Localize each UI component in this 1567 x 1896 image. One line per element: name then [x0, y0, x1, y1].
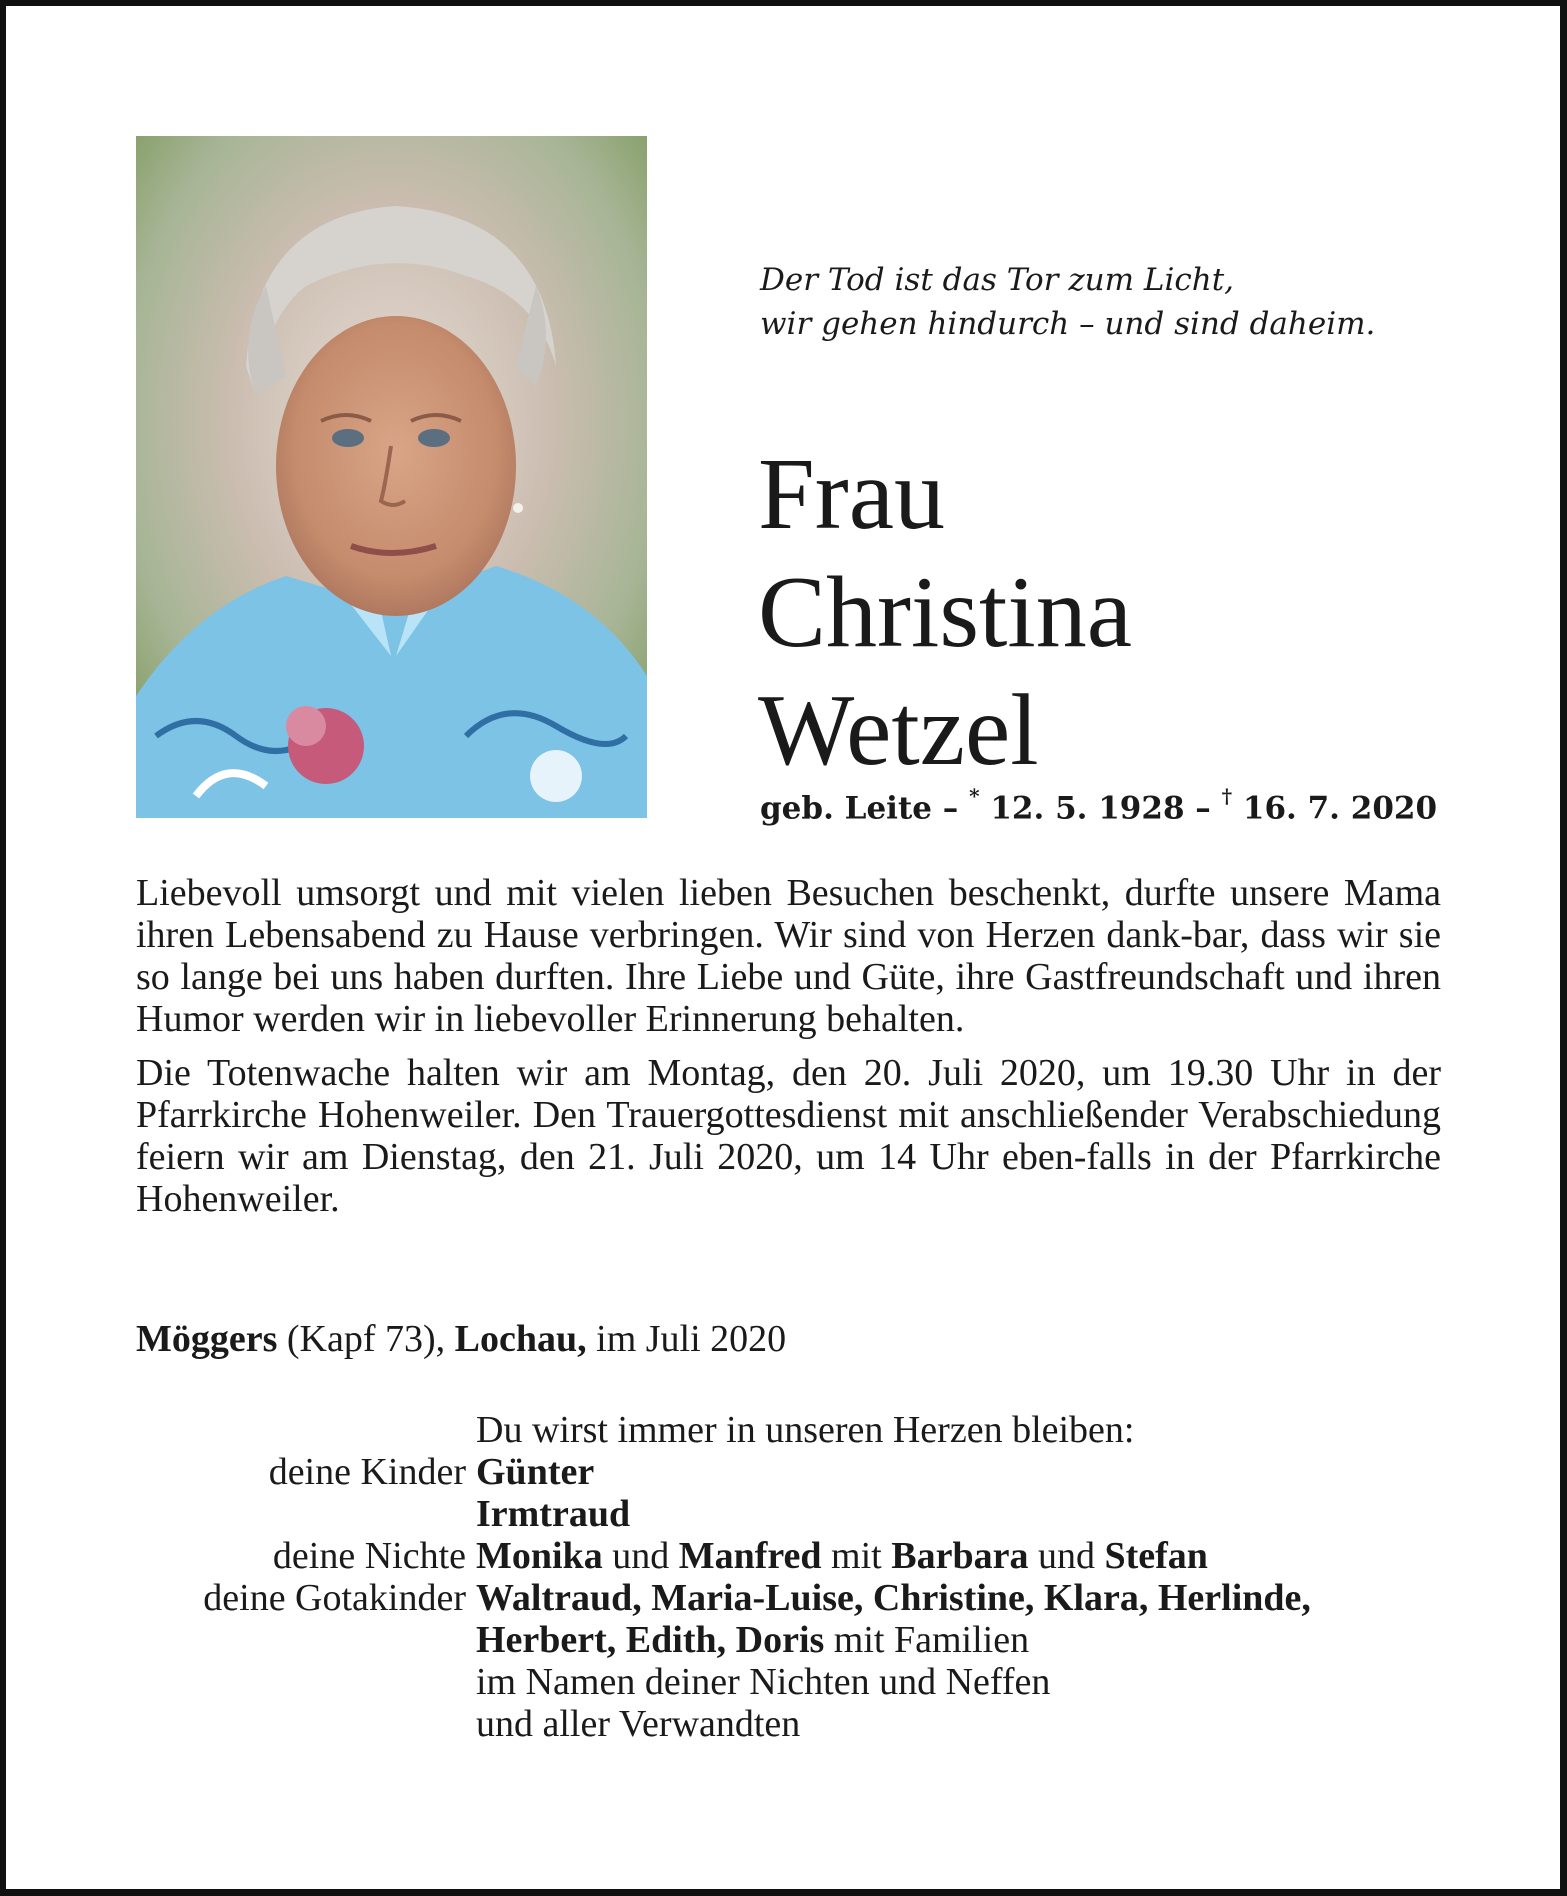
name-salutation: Frau [758, 438, 945, 551]
place-date: im Juli 2020 [586, 1318, 787, 1360]
portrait-photo [136, 136, 647, 818]
birth-date: 12. 5. 1928 [979, 790, 1185, 827]
mourners-row-gotakinder-2 [136, 1619, 1446, 1661]
label-gotakinder: deine Gotakinder [203, 1577, 466, 1619]
motto-line-1: Der Tod ist das Tor zum Licht, [760, 262, 1235, 298]
mourners-row-kinder [136, 1451, 1446, 1493]
mourners-row-gotakinder [136, 1577, 1446, 1619]
deceased-name [758, 436, 1458, 790]
mourners-closing-1: im Namen deiner Nichten und Neffen [476, 1661, 1051, 1703]
connector-text: mit [821, 1535, 892, 1577]
child-name: Irmtraud [476, 1493, 631, 1535]
gotakinder-names-1: Waltraud, Maria-Luise, Christine, Klara, Herlinde, [476, 1577, 1311, 1619]
label-nichte: deine Nichte [272, 1535, 466, 1577]
service-paragraph: Die Totenwache halten wir am Montag, den 20. Juli 2020, um 19.30 Uhr in der Pfarrkirche Hohenweiler. Den Trauergottesdienst mit anschließender Verabschiedung feiern wir am Dienstag, den 21. Juli 2020, um 14 Uhr eben-falls in der Pfarrkirche Hohenweiler. [136, 1052, 1441, 1220]
mourner-name: Herbert, Edith, Doris [476, 1619, 825, 1661]
obituary-text [136, 872, 1441, 1220]
place-town-2: Lochau, [454, 1318, 587, 1360]
date-separator: – [932, 790, 970, 827]
portrait-illustration [136, 136, 647, 818]
death-date: 16. 7. 2020 [1232, 790, 1438, 827]
birth-symbol: * [969, 784, 980, 808]
mourners-row-kinder-2 [136, 1493, 1446, 1535]
mourners-row-nichte [136, 1535, 1446, 1577]
place-town-1: Möggers [136, 1318, 278, 1360]
connector-text: und [1028, 1535, 1105, 1577]
tribute-paragraph: Liebevoll umsorgt und mit vielen lieben Besuchen beschenkt, durfte unsere Mama ihren Lebensabend zu Hause verbringen. Wir sind von Herzen dank-bar, dass wir sie so lange bei uns haben durften. Ihre Liebe und Güte, ihre Gastfreundschaft und ihren Humor werden wir in liebevoller Erinnerung behalten. [136, 872, 1441, 1040]
mourner-name: Manfred [678, 1535, 822, 1577]
gotakinder-names-2 [476, 1619, 1446, 1661]
death-symbol: † [1221, 784, 1233, 808]
label-kinder: deine Kinder [268, 1451, 466, 1493]
connector-text: mit Familien [824, 1619, 1030, 1661]
mourners-closing-1-row [136, 1661, 1446, 1703]
mourner-name: Barbara [891, 1535, 1029, 1577]
mourner-name: Monika [476, 1535, 603, 1577]
motto-quote [760, 258, 1460, 346]
connector-text: und [602, 1535, 679, 1577]
place-and-date [136, 1317, 1236, 1361]
mourners-intro: Du wirst immer in unseren Herzen bleiben: [476, 1409, 1135, 1451]
child-name: Günter [476, 1451, 595, 1493]
mourner-name: Stefan [1104, 1535, 1208, 1577]
mourners-list [136, 1409, 1446, 1745]
mourners-intro-row [136, 1409, 1446, 1451]
mourners-closing-2: und aller Verwandten [476, 1703, 801, 1745]
name-first: Christina [758, 556, 1132, 669]
mourners-closing-2-row [136, 1703, 1446, 1745]
place-address: (Kapf 73), [277, 1318, 455, 1360]
maiden-name: geb. Leite [760, 790, 932, 827]
nichte-names [476, 1535, 1446, 1577]
date-separator: – [1184, 790, 1222, 827]
motto-line-2: wir gehen hindurch – und sind daheim. [760, 306, 1376, 342]
life-dates [760, 780, 1460, 828]
name-last: Wetzel [758, 674, 1039, 787]
